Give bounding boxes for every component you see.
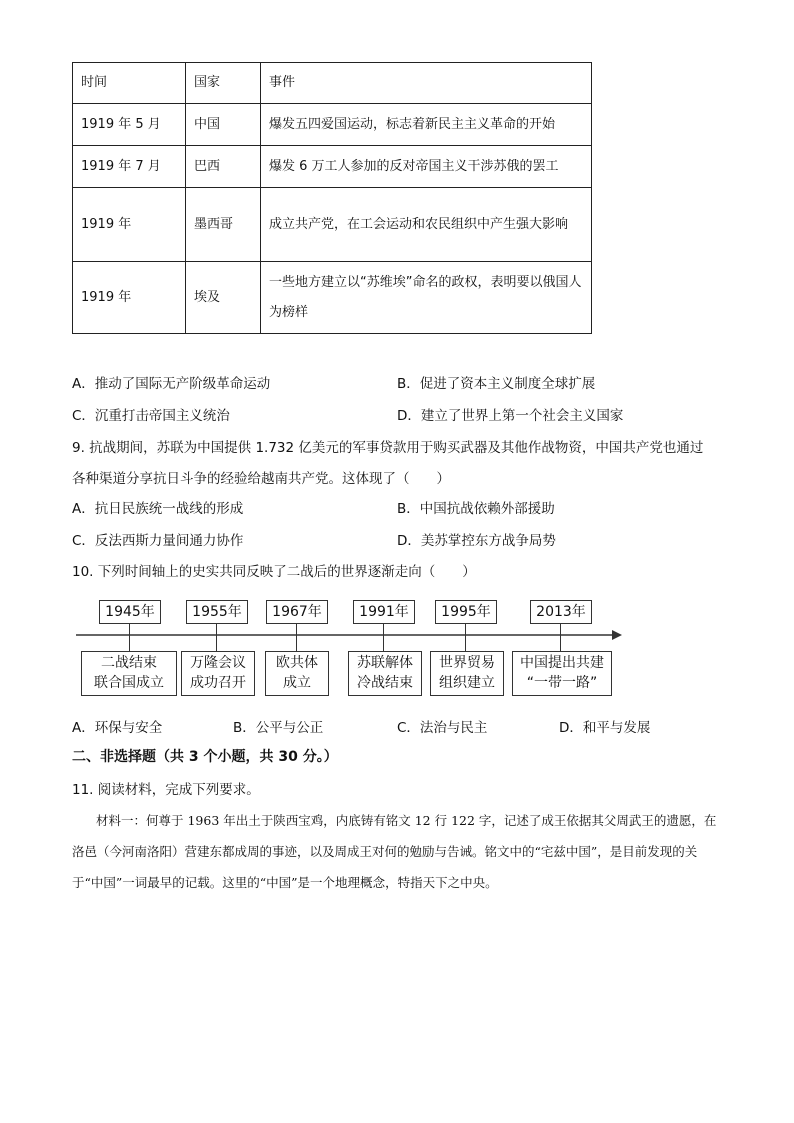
timeline-event-line: 欧共体 (276, 655, 318, 671)
timeline-event (81, 651, 177, 696)
q8-option-b[interactable]: B．促进了资本主义制度全球扩展 (397, 376, 596, 392)
table-cell: 巴西 (186, 146, 261, 188)
timeline-year: 2013年 (530, 600, 592, 624)
q10-option-a[interactable]: A．环保与安全 (72, 720, 163, 736)
table-cell: 1919 年 5 月 (73, 104, 186, 146)
q11-stem: 11. 阅读材料，完成下列要求。 (72, 782, 260, 798)
table-row (73, 104, 592, 146)
q8-option-a[interactable]: A．推动了国际无产阶级革命运动 (72, 376, 271, 392)
table-cell: 1919 年 7 月 (73, 146, 186, 188)
timeline-event (265, 651, 329, 696)
table-cell: 1919 年 (73, 188, 186, 262)
q10-option-d[interactable]: D．和平与发展 (559, 720, 651, 736)
q8-option-c[interactable]: C．沉重打击帝国主义统治 (72, 408, 230, 424)
section-heading: 二、非选择题（共 3 个小题，共 30 分。） (72, 749, 338, 765)
table-cell: 成立共产党，在工会运动和农民组织中产生强大影响 (261, 188, 592, 262)
table-cell: 1919 年 (73, 262, 186, 334)
timeline-event-line: 二战结束 (101, 655, 157, 671)
timeline-tick (129, 623, 130, 651)
timeline-tick (560, 623, 561, 651)
table-row (73, 188, 592, 262)
timeline-tick (465, 623, 466, 651)
timeline-event-line: 世界贸易 (439, 655, 495, 671)
timeline-event-line: 成立 (283, 675, 311, 691)
table-cell: 爆发五四爱国运动，标志着新民主主义革命的开始 (261, 104, 592, 146)
timeline-event (348, 651, 422, 696)
q10-option-c[interactable]: C．法治与民主 (397, 720, 488, 736)
timeline-event (181, 651, 255, 696)
timeline-event (512, 651, 612, 696)
q10-stem: 10. 下列时间轴上的史实共同反映了二战后的世界逐渐走向（ ） (72, 564, 476, 580)
timeline-event-line: 苏联解体 (357, 655, 413, 671)
table-row (73, 262, 592, 334)
timeline-axis (76, 628, 622, 642)
q10-option-b[interactable]: B．公平与公正 (233, 720, 324, 736)
table-header-cell: 国家 (186, 63, 261, 104)
timeline-event-line: 成功召开 (190, 675, 246, 691)
table-header-cell: 事件 (261, 63, 592, 104)
timeline-event-line: 联合国成立 (94, 675, 164, 691)
timeline-year: 1967年 (266, 600, 328, 624)
q9-option-c[interactable]: C．反法西斯力量间通力协作 (72, 533, 244, 549)
timeline-tick (216, 623, 217, 651)
timeline-event-line: 万隆会议 (190, 655, 246, 671)
q8-option-d[interactable]: D．建立了世界上第一个社会主义国家 (397, 408, 624, 424)
q9-stem-line2: 各种渠道分享抗日斗争的经验给越南共产党。这体现了（ ） (72, 471, 450, 487)
timeline-event-line: 冷战结束 (357, 675, 413, 691)
table-cell: 埃及 (186, 262, 261, 334)
timeline-year: 1995年 (435, 600, 497, 624)
table-header-cell: 时间 (73, 63, 186, 104)
timeline-year: 1991年 (353, 600, 415, 624)
timeline-year: 1945年 (99, 600, 161, 624)
timeline-tick (296, 623, 297, 651)
table-cell: 一些地方建立以“苏维埃”命名的政权，表明要以俄国人为榜样 (261, 262, 592, 334)
q9-option-a[interactable]: A．抗日民族统一战线的形成 (72, 501, 244, 517)
timeline-event-line: “一带一路” (526, 675, 598, 691)
table-cell: 中国 (186, 104, 261, 146)
table-cell: 爆发 6 万工人参加的反对帝国主义干涉苏俄的罢工 (261, 146, 592, 188)
timeline-event-line: 中国提出共建 (520, 655, 604, 671)
q9-option-b[interactable]: B．中国抗战依赖外部援助 (397, 501, 555, 517)
timeline-year: 1955年 (186, 600, 248, 624)
q9-stem-line1: 9. 抗战期间，苏联为中国提供 1.732 亿美元的军事贷款用于购买武器及其他作战物资，中国共产党也通过 (72, 440, 704, 456)
events-table (72, 62, 592, 334)
table-row (73, 146, 592, 188)
q11-material: 材料一：何尊于 1963 年出土于陕西宝鸡，内底铸有铭文 12 行 122 字，记述了成王依据其父周武王的遗愿，在洛邑（今河南洛阳）营建东都成周的事迹，以及周成王对何的勉励与告诫。铭文中的“宅兹中国”，是目前发现的关于“中国”一词最早的记载。这里的“中国”是一个地理概念，特指天下之中央。 (72, 813, 717, 890)
table-cell: 墨西哥 (186, 188, 261, 262)
timeline-event-line: 组织建立 (439, 675, 495, 691)
timeline-event (430, 651, 504, 696)
timeline-tick (383, 623, 384, 651)
table-header-row (73, 63, 592, 104)
q9-option-d[interactable]: D．美苏掌控东方战争局势 (397, 533, 556, 549)
